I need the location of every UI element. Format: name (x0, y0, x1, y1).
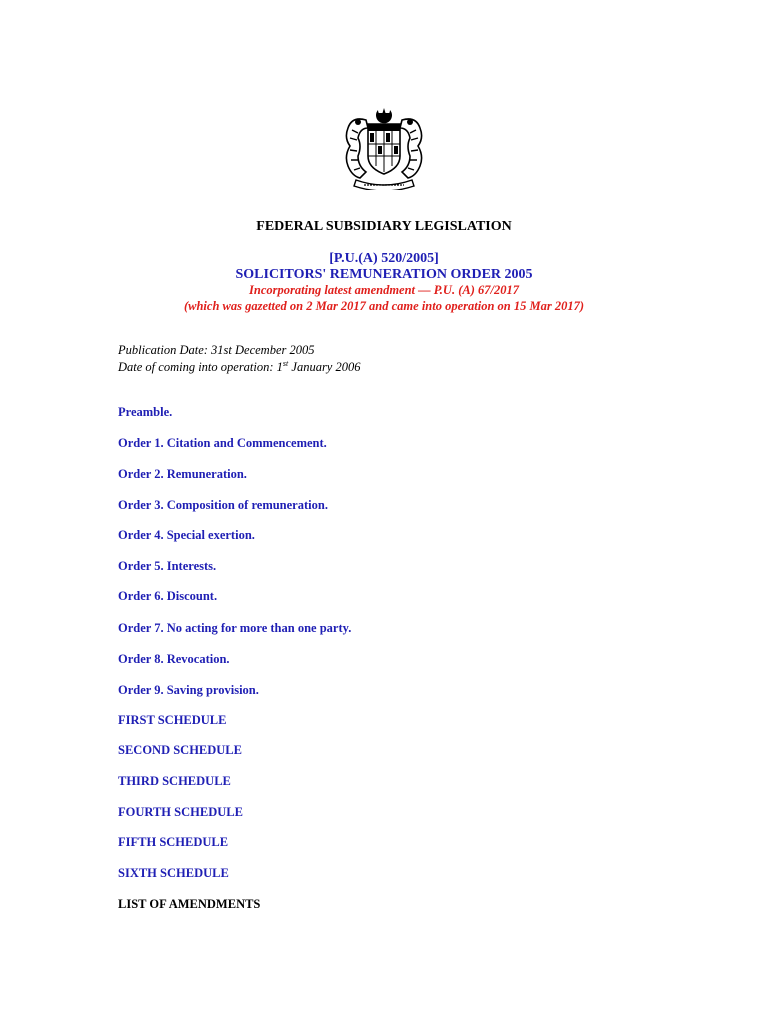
toc-link-order-2[interactable]: Order 2. Remuneration. (118, 467, 247, 481)
toc-link-fourth-schedule[interactable]: FOURTH SCHEDULE (118, 805, 243, 819)
toc-link-preamble[interactable]: Preamble. (118, 405, 173, 419)
operation-date-sup: st (282, 359, 289, 368)
toc-link-first-schedule[interactable]: FIRST SCHEDULE (118, 713, 227, 727)
toc-link-second-schedule[interactable]: SECOND SCHEDULE (118, 743, 242, 757)
toc-link-third-schedule[interactable]: THIRD SCHEDULE (118, 774, 231, 788)
gazette-note: (which was gazetted on 2 Mar 2017 and came into operation on 15 Mar 2017) (183, 299, 585, 313)
pu-reference: [P.U.(A) 520/2005] (329, 251, 439, 266)
list-of-amendments-heading: LIST OF AMENDMENTS (118, 897, 261, 911)
toc-link-order-6[interactable]: Order 6. Discount. (118, 589, 218, 603)
order-title: SOLICITORS' REMUNERATION ORDER 2005 (235, 267, 533, 282)
toc-link-order-5[interactable]: Order 5. Interests. (118, 559, 217, 573)
toc-link-order-4[interactable]: Order 4. Special exertion. (118, 528, 255, 542)
toc-link-order-3[interactable]: Order 3. Composition of remuneration. (118, 498, 328, 512)
toc-link-fifth-schedule[interactable]: FIFTH SCHEDULE (118, 835, 229, 849)
coat-of-arms-icon (338, 106, 430, 190)
document-heading: FEDERAL SUBSIDIARY LEGISLATION (256, 219, 512, 234)
operation-date-prefix: Date of coming into operation: 1 (118, 360, 283, 375)
toc-link-sixth-schedule[interactable]: SIXTH SCHEDULE (118, 866, 229, 880)
amendment-note: Incorporating latest amendment — P.U. (A) 67/2017 (249, 283, 519, 297)
operation-date (118, 359, 360, 375)
toc-link-order-1[interactable]: Order 1. Citation and Commencement. (118, 436, 327, 450)
toc-link-order-9[interactable]: Order 9. Saving provision. (118, 683, 259, 697)
toc-link-order-7[interactable]: Order 7. No acting for more than one party. (118, 621, 352, 635)
operation-date-suffix: January 2006 (288, 360, 361, 375)
toc-link-order-8[interactable]: Order 8. Revocation. (118, 652, 230, 666)
publication-date: Publication Date: 31st December 2005 (118, 343, 315, 357)
